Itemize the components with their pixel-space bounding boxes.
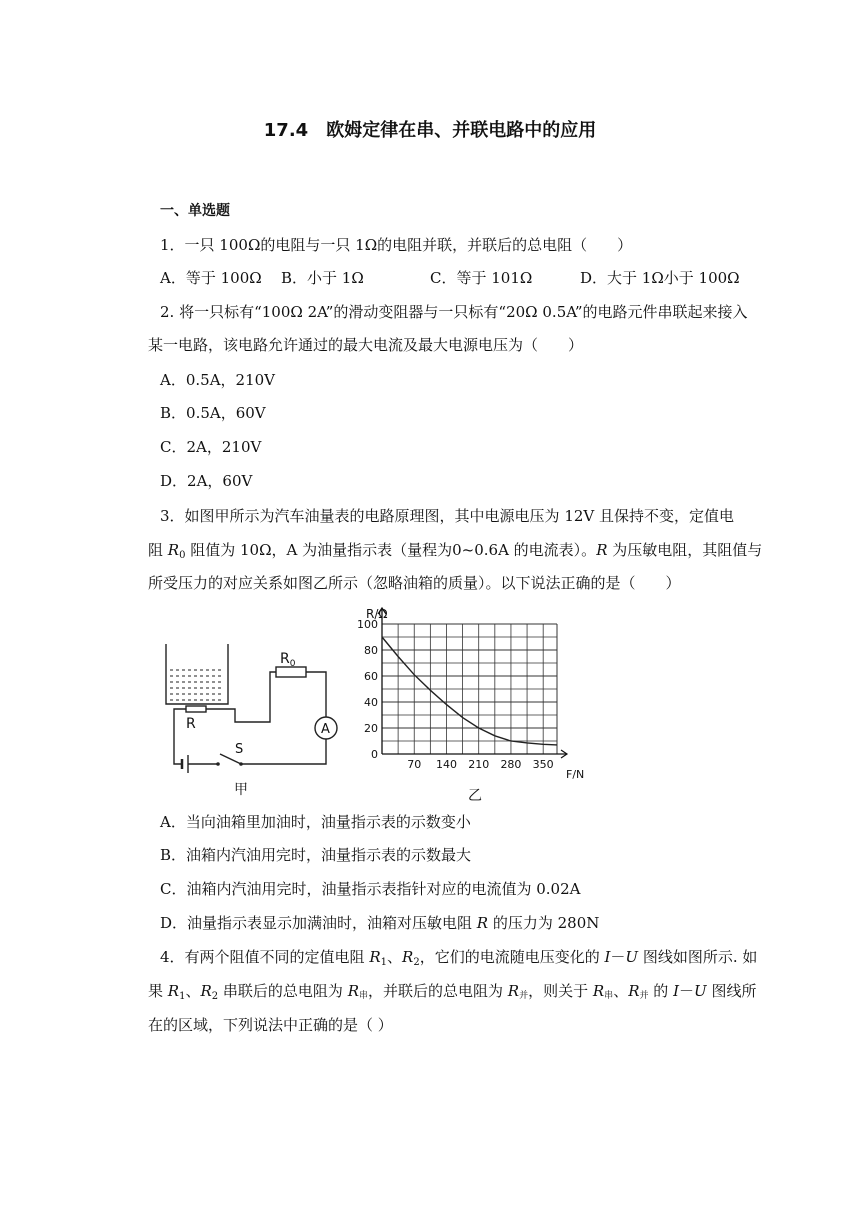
x-tick-label: 140 — [435, 758, 457, 771]
y-tick-label: 20 — [364, 722, 378, 735]
q3-option-d: D．油量指示表显示加满油时，油箱对压敏电阻 R 的压力为 280N — [160, 914, 600, 932]
y-tick-label: 40 — [364, 696, 378, 709]
q4-stem-line2: 果 $R_1$、$R_2$ 串联后的总电阻为 $R_串$，并联后的总电阻为 $R_并$，则关于 $R_串$、$R_并$ 的 I－U 图线所 — [148, 982, 757, 1002]
q1-option-c: C．等于 101Ω — [430, 269, 533, 287]
ammeter-label: A — [321, 722, 330, 737]
resistance-force-graph — [352, 604, 602, 804]
graph-caption: 乙 — [468, 788, 482, 804]
x-tick-label: 70 — [407, 758, 422, 771]
q3-stem-line3: 所受压力的对应关系如图乙所示（忽略油箱的质量）。以下说法正确的是（ ） — [148, 574, 681, 592]
q3-stem-line2: 阻 $R_0$ 阻值为 10Ω，A 为油量指示表（量程为0~0.6A 的电流表）。R 为压敏电阻，其阻值与 — [148, 541, 763, 561]
chart-series-line — [382, 637, 557, 745]
y-tick-label: 80 — [364, 644, 378, 657]
x-tick-label: 280 — [500, 758, 522, 771]
y-tick-label: 60 — [364, 670, 378, 683]
q1-option-b: B．小于 1Ω — [281, 269, 364, 287]
chart-grid — [382, 624, 557, 754]
page-title: 17.4 欧姆定律在串、并联电路中的应用 — [263, 120, 597, 141]
q3-option-b: B．油箱内汽油用完时，油量指示表的示数最大 — [160, 846, 472, 864]
q1-option-d: D．大于 1Ω小于 100Ω — [580, 269, 740, 287]
q4-stem-line1: 4．有两个阻值不同的定值电阻 $R_1$、$R_2$，它们的电流随电压变化的 I－U 图线如图所示. 如 — [160, 948, 758, 968]
r-label: R — [186, 716, 196, 732]
q2-option-d: D．2A，60V — [160, 472, 253, 490]
q2-stem-line1: 2. 将一只标有“100Ω 2A”的滑动变阻器与一只标有“20Ω 0.5A”的电路元件串联起来接入 — [160, 303, 748, 321]
chart-y-label: R/Ω — [366, 607, 388, 621]
r0-label: $R_0$ — [280, 651, 296, 669]
q1-option-a: A．等于 100Ω — [160, 269, 262, 287]
q2-option-b: B．0.5A，60V — [160, 404, 266, 422]
x-tick-label: 210 — [468, 758, 490, 771]
chart-x-label: F/N — [566, 768, 585, 781]
circuit-caption: 甲 — [234, 782, 248, 798]
q2-option-a: A．0.5A，210V — [160, 371, 275, 389]
circuit-diagram — [158, 632, 358, 807]
x-tick-label: 350 — [532, 758, 554, 771]
switch-label: S — [235, 742, 244, 757]
q3-option-c: C．油箱内汽油用完时，油量指示表指针对应的电流值为 0.02A — [160, 880, 581, 898]
q1-stem: 1．一只 100Ω的电阻与一只 1Ω的电阻并联，并联后的总电阻（ ） — [160, 236, 633, 254]
y-tick-label: 0 — [371, 748, 378, 761]
q3-stem-line1: 3．如图甲所示为汽车油量表的电路原理图，其中电源电压为 12V 且保持不变，定值电 — [160, 507, 735, 525]
q3-option-a: A．当向油箱里加油时，油量指示表的示数变小 — [160, 813, 471, 831]
q4-stem-line3: 在的区域，下列说法中正确的是（ ） — [148, 1016, 393, 1034]
q2-option-c: C．2A，210V — [160, 438, 262, 456]
y-tick-label: 100 — [357, 618, 378, 631]
section-heading: 一、单选题 — [160, 203, 230, 219]
q2-stem-line2: 某一电路，该电路允许通过的最大电流及最大电源电压为（ ） — [148, 336, 584, 354]
